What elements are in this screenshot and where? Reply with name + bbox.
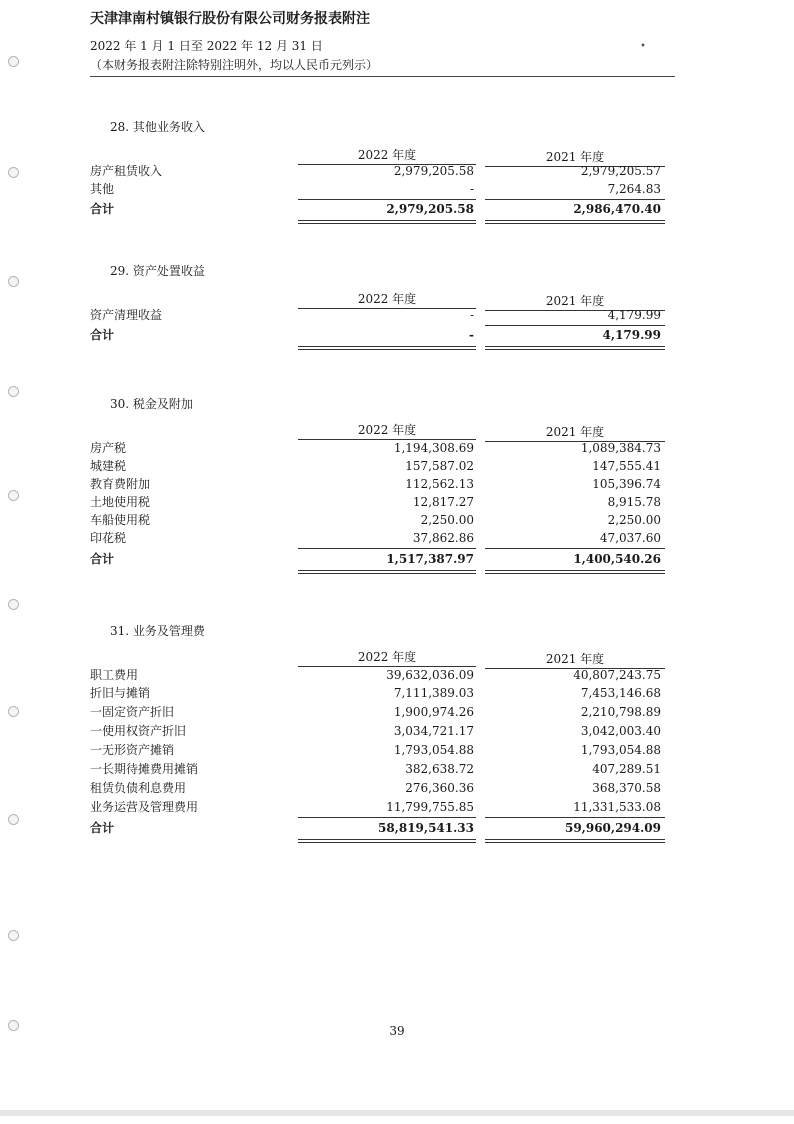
row-label: 教育费附加	[90, 477, 151, 491]
section-title: 31. 业务及管理费	[110, 624, 205, 638]
row-label: 折旧与摊销	[90, 686, 151, 700]
table-row	[90, 684, 665, 702]
total-row	[90, 200, 665, 218]
subtotal-rule	[485, 817, 665, 818]
value-2022: 1,194,308.69	[393, 441, 474, 455]
column-header-2021: 2021 年度	[485, 292, 665, 311]
table-row	[90, 666, 665, 684]
value-2021: 3,042,003.40	[580, 724, 661, 738]
value-2021: 2,979,205.57	[580, 164, 661, 178]
table-row	[90, 529, 665, 547]
value-2021: 47,037.60	[599, 531, 661, 545]
value-2021: 2,210,798.89	[580, 705, 661, 719]
table-row	[90, 722, 665, 740]
page-number: 39	[389, 1024, 405, 1038]
subtotal-rule	[298, 817, 476, 818]
section-title: 28. 其他业务收入	[110, 120, 205, 134]
column-header-2021: 2021 年度	[485, 650, 665, 669]
row-label: 合计	[90, 202, 115, 216]
row-label: 租赁负债利息费用	[90, 781, 187, 795]
total-rule	[298, 839, 476, 843]
row-label: 土地使用税	[90, 495, 151, 509]
subtotal-rule	[298, 548, 476, 549]
binder-hole	[8, 706, 19, 717]
value-2021: 7,453,146.68	[580, 686, 661, 700]
section-other-business-income	[90, 118, 665, 228]
report-period: 2022 年 1 月 1 日至 2022 年 12 月 31 日	[90, 39, 323, 53]
column-header-2022: 2022 年度	[298, 146, 476, 165]
value-2021: 407,289.51	[592, 762, 661, 776]
page-header	[90, 10, 675, 77]
value-2022: -	[469, 308, 474, 322]
value-2022: 37,862.86	[412, 531, 474, 545]
binder-hole	[8, 167, 19, 178]
row-label: 合计	[90, 821, 115, 835]
header-divider	[90, 76, 675, 77]
value-2021: 4,179.99	[602, 328, 661, 342]
row-label: 房产税	[90, 441, 127, 455]
subtotal-rule	[485, 548, 665, 549]
total-rule	[485, 220, 665, 224]
table-row	[90, 439, 665, 457]
currency-note: （本财务报表附注除特别注明外，均以人民币元列示）	[90, 58, 379, 72]
value-2022: 276,360.36	[405, 781, 474, 795]
value-2022: 3,034,721.17	[393, 724, 474, 738]
value-2022: 58,819,541.33	[377, 821, 474, 835]
table-row	[90, 703, 665, 721]
value-2021: 1,793,054.88	[580, 743, 661, 757]
section-operating-and-admin-expenses	[90, 622, 665, 847]
section-asset-disposal-gain	[90, 262, 665, 354]
total-rule	[298, 220, 476, 224]
value-2021: 11,331,533.08	[573, 800, 661, 814]
value-2022: 1,793,054.88	[393, 743, 474, 757]
value-2022: -	[469, 328, 474, 342]
table-row	[90, 162, 665, 180]
column-header-2021: 2021 年度	[485, 148, 665, 167]
value-2022: 1,517,387.97	[386, 552, 474, 566]
company-title: 天津津南村镇银行股份有限公司财务报表附注	[90, 11, 370, 27]
section-title: 29. 资产处置收益	[110, 264, 205, 278]
table-row	[90, 511, 665, 529]
value-2021: 2,250.00	[607, 513, 661, 527]
value-2021: 1,400,540.26	[573, 552, 661, 566]
value-2021: 40,807,243.75	[573, 668, 661, 682]
total-row	[90, 326, 665, 344]
total-rule	[298, 346, 476, 350]
value-2022: 2,979,205.58	[393, 164, 474, 178]
table-row	[90, 457, 665, 475]
row-label: 合计	[90, 552, 115, 566]
value-2021: 1,089,384.73	[580, 441, 661, 455]
row-label: 城建税	[90, 459, 127, 473]
row-label: 业务运营及管理费用	[90, 800, 199, 814]
value-2021: 4,179.99	[607, 308, 661, 322]
column-header-2022: 2022 年度	[298, 421, 476, 440]
value-2021: 59,960,294.09	[564, 821, 661, 835]
scan-speck: •	[640, 41, 646, 52]
binder-hole	[8, 386, 19, 397]
value-2022: 2,250.00	[420, 513, 474, 527]
row-label: 一无形资产摊销	[90, 743, 175, 757]
value-2022: 1,900,974.26	[393, 705, 474, 719]
value-2022: 112,562.13	[405, 477, 474, 491]
section-title: 30. 税金及附加	[110, 397, 193, 411]
value-2022: 39,632,036.09	[386, 668, 474, 682]
value-2022: 157,587.02	[405, 459, 474, 473]
table-row	[90, 306, 665, 324]
value-2021: 8,915.78	[607, 495, 661, 509]
value-2022: 2,979,205.58	[386, 202, 474, 216]
total-rule	[485, 839, 665, 843]
total-row	[90, 819, 665, 837]
row-label: 印花税	[90, 531, 127, 545]
row-label: 职工费用	[90, 668, 139, 682]
row-label: 一固定资产折旧	[90, 705, 175, 719]
value-2022: 11,799,755.85	[386, 800, 474, 814]
table-row	[90, 779, 665, 797]
row-label: 车船使用税	[90, 513, 151, 527]
section-taxes-and-surcharges	[90, 395, 665, 580]
table-row	[90, 798, 665, 816]
table-row	[90, 475, 665, 493]
value-2021: 2,986,470.40	[573, 202, 661, 216]
column-header-2022: 2022 年度	[298, 648, 476, 667]
row-label: 其他	[90, 182, 115, 196]
column-header-2021: 2021 年度	[485, 423, 665, 442]
total-rule	[298, 570, 476, 574]
row-label: 合计	[90, 328, 115, 342]
value-2021: 7,264.83	[607, 182, 661, 196]
scan-edge	[0, 1110, 794, 1116]
binder-hole	[8, 599, 19, 610]
binder-hole	[8, 814, 19, 825]
row-label: 资产清理收益	[90, 308, 163, 322]
binder-hole	[8, 276, 19, 287]
row-label: 一长期待摊费用摊销	[90, 762, 199, 776]
row-label: 一使用权资产折旧	[90, 724, 187, 738]
binder-hole	[8, 56, 19, 67]
total-row	[90, 550, 665, 568]
total-rule	[485, 346, 665, 350]
value-2022: 7,111,389.03	[393, 686, 474, 700]
table-row	[90, 741, 665, 759]
table-row	[90, 180, 665, 198]
value-2022: 12,817.27	[412, 495, 474, 509]
value-2021: 147,555.41	[592, 459, 661, 473]
value-2022: 382,638.72	[405, 762, 474, 776]
table-row	[90, 760, 665, 778]
value-2021: 105,396.74	[592, 477, 661, 491]
binder-hole	[8, 490, 19, 501]
total-rule	[485, 570, 665, 574]
table-row	[90, 493, 665, 511]
column-header-2022: 2022 年度	[298, 290, 476, 309]
value-2021: 368,370.58	[592, 781, 661, 795]
value-2022: -	[469, 182, 474, 196]
binder-hole	[8, 930, 19, 941]
row-label: 房产租赁收入	[90, 164, 163, 178]
